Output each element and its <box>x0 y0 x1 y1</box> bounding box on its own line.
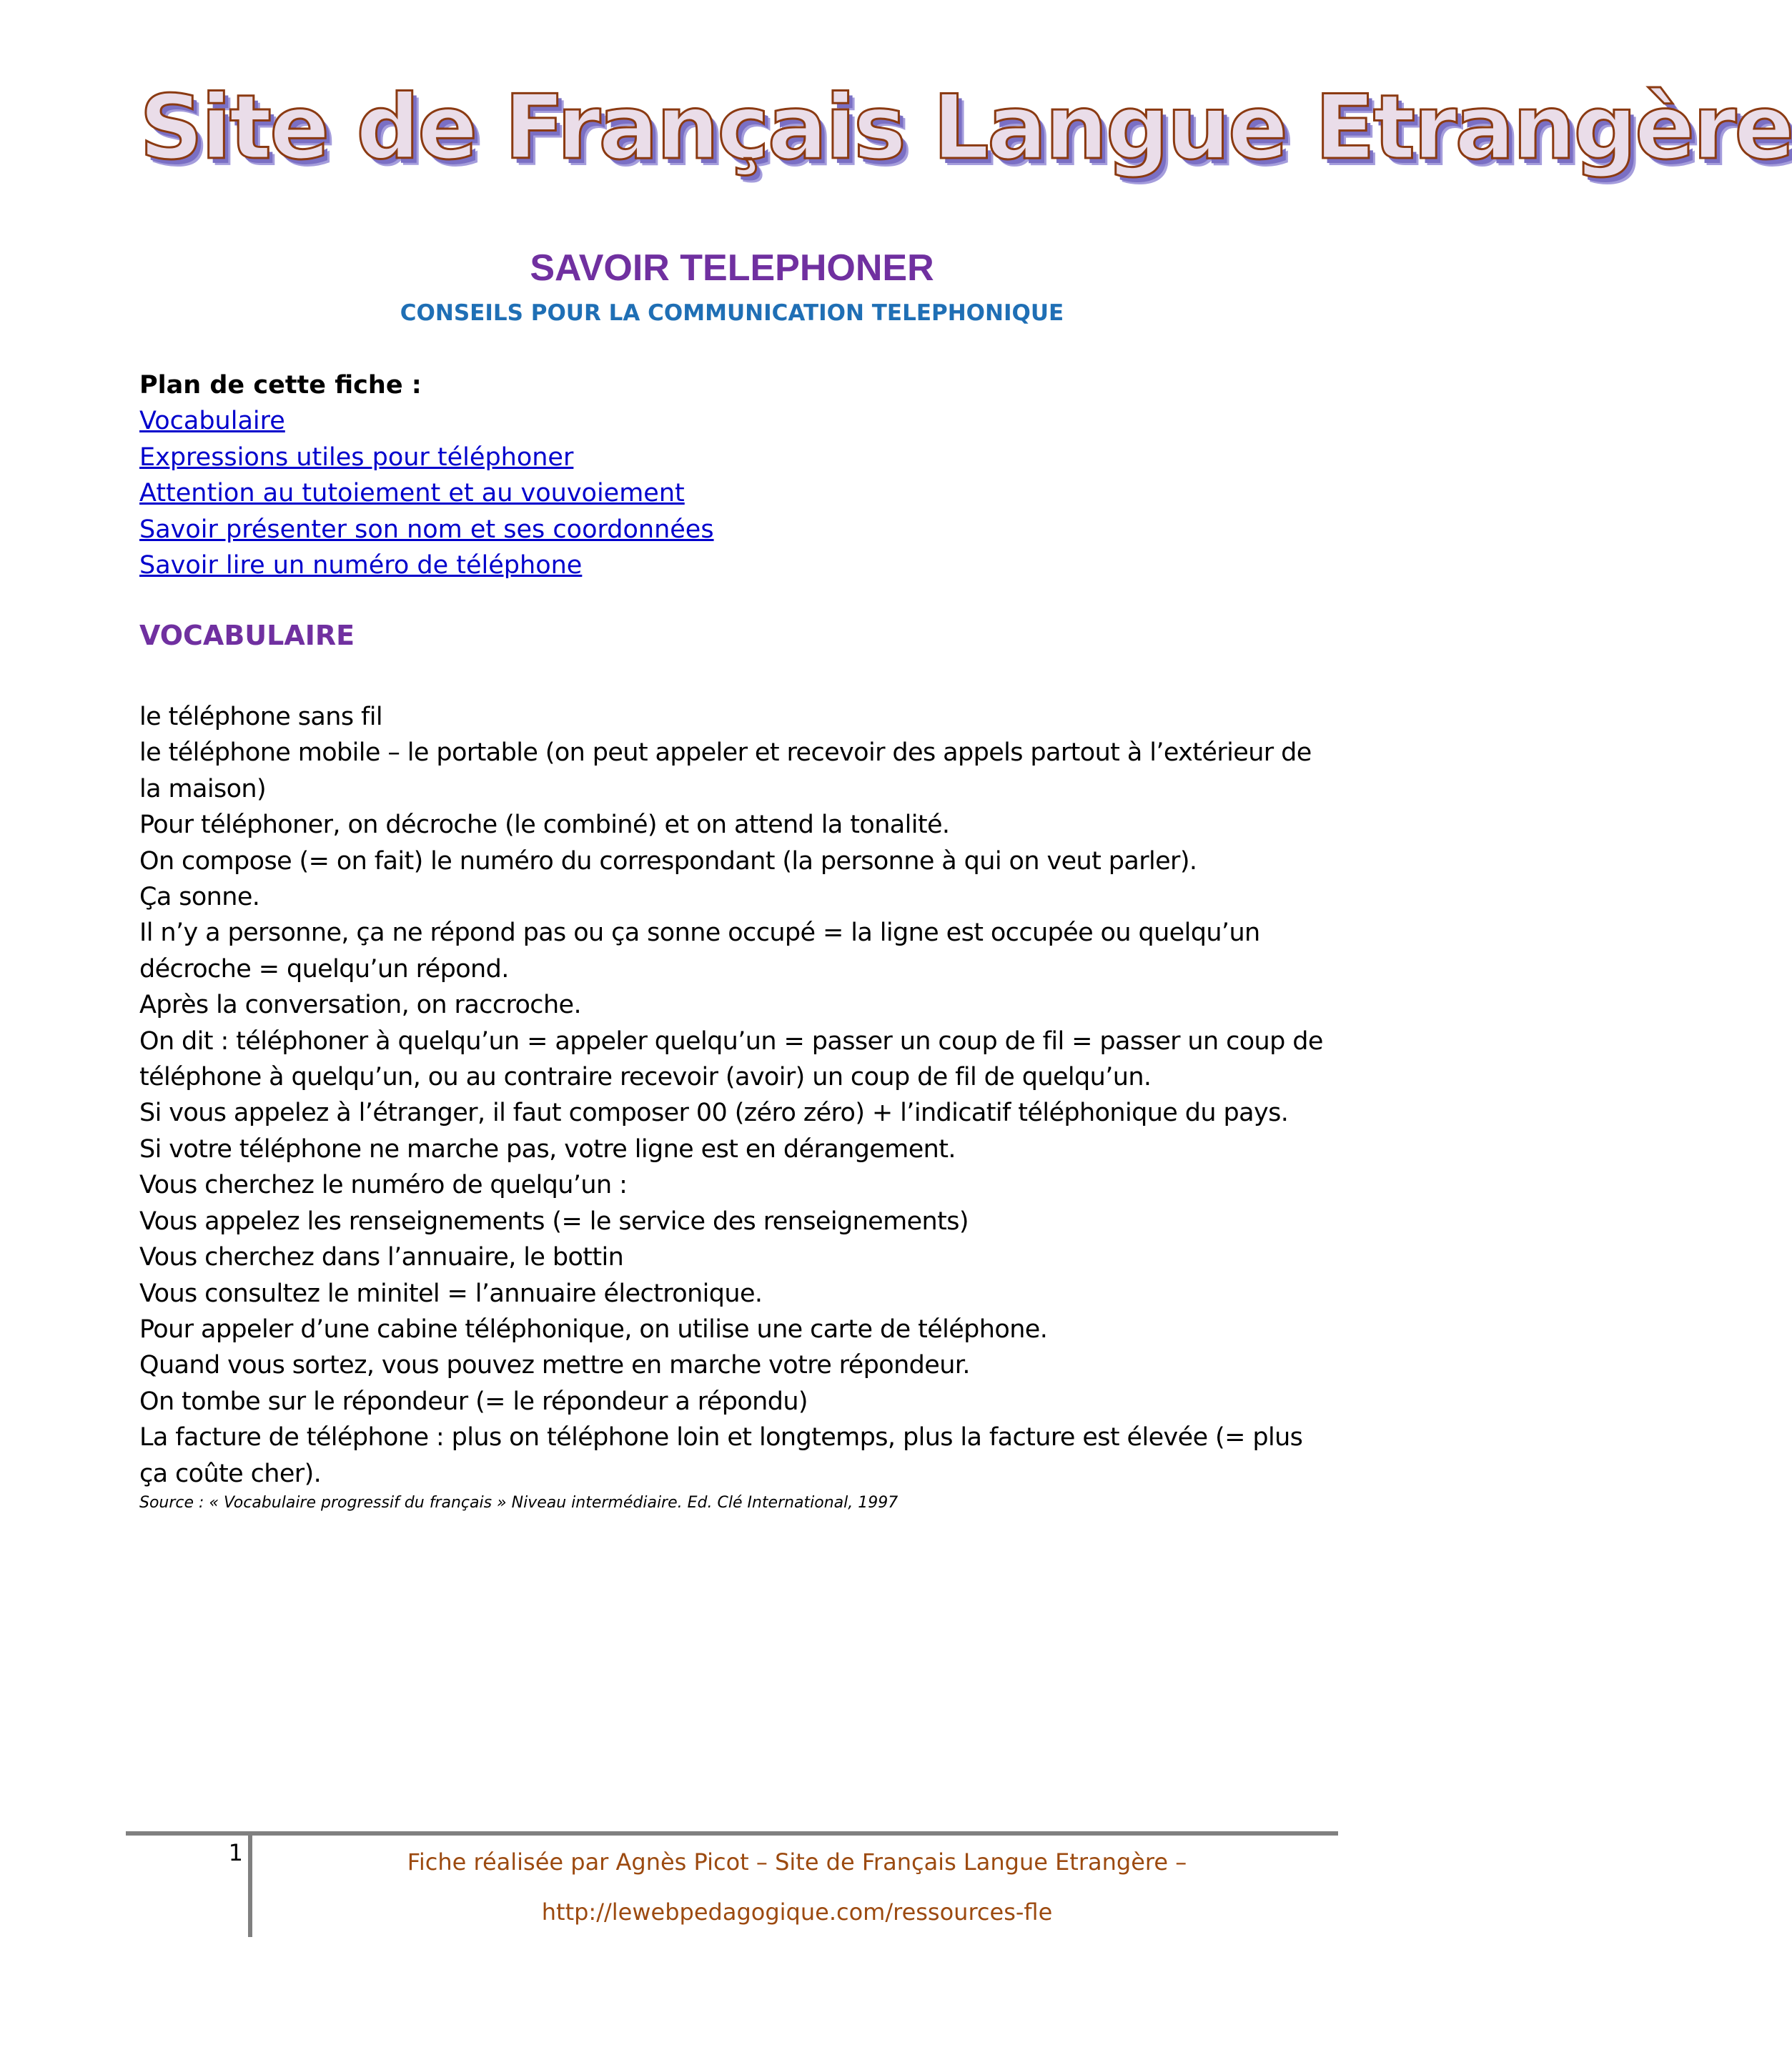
footer-credit-line: Fiche réalisée par Agnès Picot – Site de Français Langue Etrangère – <box>407 1848 1187 1876</box>
page-subtitle: CONSEILS POUR LA COMMUNICATION TELEPHONIQUE <box>400 300 1064 326</box>
vocab-paragraph: Si vous appelez à l’étranger, il faut composer 00 (zéro zéro) + l’indicatif téléphonique du pays. <box>139 1099 1289 1128</box>
vocab-paragraph: le téléphone mobile – le portable (on peut appeler et recevoir des appels partout à l’extérieur de la maison) <box>139 738 1312 803</box>
vocabulaire-body <box>139 699 1326 1492</box>
vocab-paragraph: Vous appelez les renseignements (= le service des renseignements) <box>139 1207 969 1236</box>
vocab-paragraph: On dit : téléphoner à quelqu’un = appeler quelqu’un = passer un coup de fil = passer un coup de téléphone à quelqu’un, ou au contraire recevoir (avoir) un coup de fil de quelqu’un. <box>139 1026 1323 1092</box>
page-title: SAVOIR TELEPHONER <box>530 247 934 289</box>
plan-link-list <box>139 403 714 584</box>
plan-item <box>139 403 714 440</box>
plan-link-coordonnees[interactable]: Savoir présenter son nom et ses coordonnées <box>139 515 714 544</box>
footer-divider <box>126 1831 1338 1836</box>
vocab-paragraph: Pour appeler d’une cabine téléphonique, on utilise une carte de téléphone. <box>139 1314 1048 1344</box>
vocab-paragraph: Vous cherchez le numéro de quelqu’un : <box>139 1171 628 1200</box>
page-number: 1 <box>228 1839 243 1866</box>
plan-link-tutoiement[interactable]: Attention au tutoiement et au vouvoiement <box>139 479 685 507</box>
vocab-paragraph: La facture de téléphone : plus on téléphone loin et longtemps, plus la facture est élevée (= plus ça coûte cher). <box>139 1423 1303 1488</box>
vocab-paragraph: Vous cherchez dans l’annuaire, le bottin <box>139 1243 624 1272</box>
footer-credit <box>286 1837 1308 1937</box>
plan-item <box>139 440 714 476</box>
vocab-paragraph: Quand vous sortez, vous pouvez mettre en marche votre répondeur. <box>139 1351 970 1380</box>
footer-url[interactable]: http://lewebpedagogique.com/ressources-fle <box>541 1898 1053 1926</box>
vocab-paragraph: Après la conversation, on raccroche. <box>139 991 581 1020</box>
plan-item <box>139 548 714 584</box>
plan-item <box>139 512 714 548</box>
plan-link-expressions[interactable]: Expressions utiles pour téléphoner <box>139 442 574 472</box>
plan-label: Plan de cette fiche : <box>139 371 422 400</box>
vocab-paragraph: Pour téléphoner, on décroche (le combiné) et on attend la tonalité. <box>139 811 950 840</box>
site-banner-title: Site de Français Langue Etrangère <box>139 76 1792 179</box>
plan-link-vocabulaire[interactable]: Vocabulaire <box>139 407 285 435</box>
footer-vertical-divider <box>248 1831 252 1937</box>
vocab-paragraph: Il n’y a personne, ça ne répond pas ou ça sonne occupé = la ligne est occupée ou quelqu’un décroche = quelqu’un répond. <box>139 918 1260 984</box>
vocab-paragraph: On tombe sur le répondeur (= le répondeur a répondu) <box>139 1387 808 1416</box>
source-citation: Source : « Vocabulaire progressif du français » Niveau intermédiaire. Ed. Clé International, 1997 <box>139 1494 899 1512</box>
plan-link-numero[interactable]: Savoir lire un numéro de téléphone <box>139 551 583 580</box>
vocab-paragraph: Vous consultez le minitel = l’annuaire électronique. <box>139 1279 763 1308</box>
section-heading-vocabulaire: VOCABULAIRE <box>139 620 355 651</box>
vocab-paragraph: le téléphone sans fil <box>139 703 382 731</box>
plan-item <box>139 475 714 512</box>
vocab-paragraph: Si votre téléphone ne marche pas, votre ligne est en dérangement. <box>139 1134 956 1164</box>
vocab-paragraph: On compose (= on fait) le numéro du correspondant (la personne à qui on veut parler). <box>139 846 1197 876</box>
vocab-paragraph: Ça sonne. <box>139 883 260 912</box>
